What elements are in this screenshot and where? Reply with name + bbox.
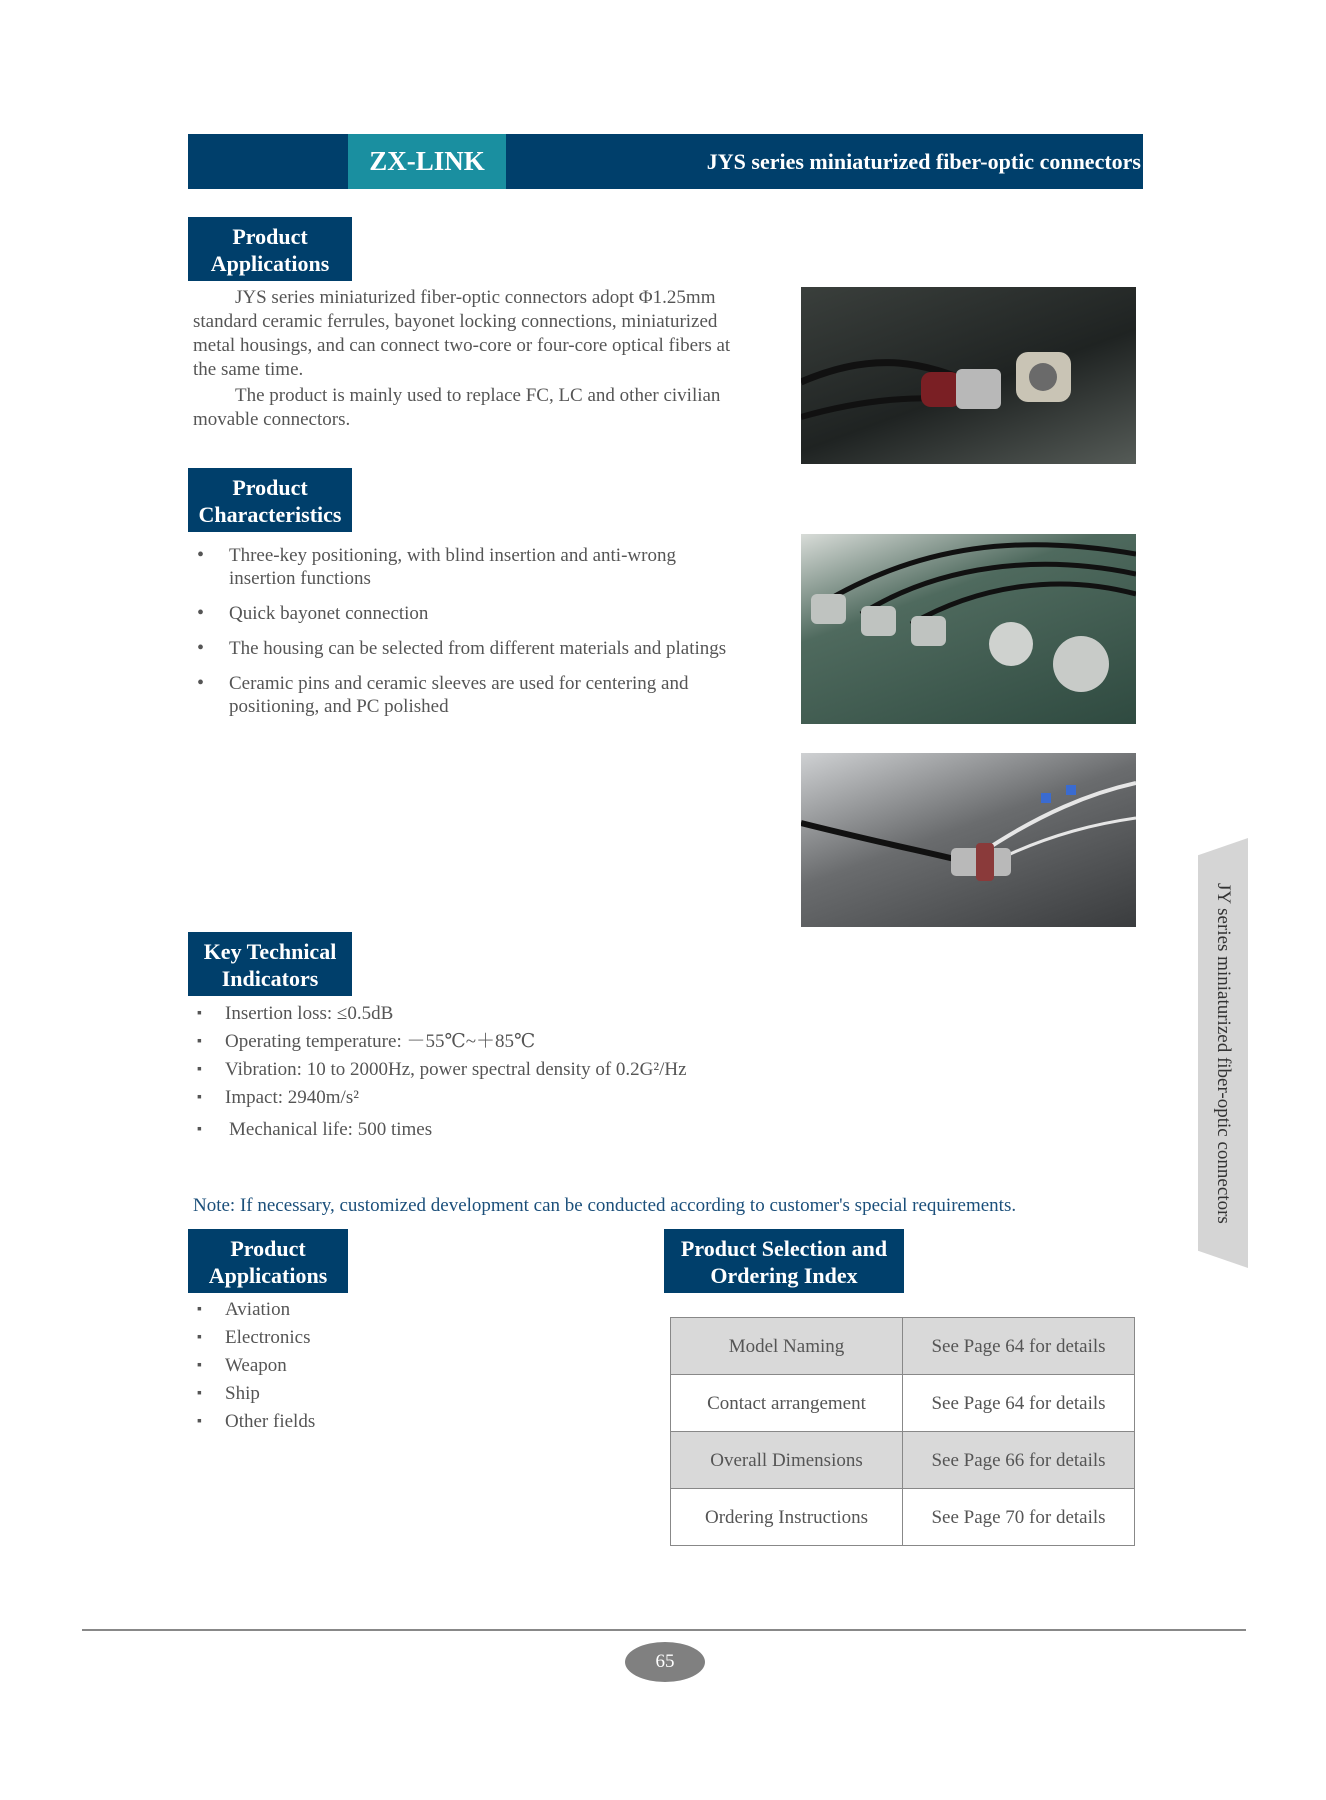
table-row <box>671 1489 1135 1546</box>
list-item: ▪ Impact: 2940m/s² <box>197 1087 359 1108</box>
section-heading-characteristics: Product Characteristics <box>188 468 352 532</box>
table-row <box>671 1318 1135 1375</box>
list-item: ▪ Mechanical life: 500 times <box>197 1119 433 1140</box>
selection-table <box>670 1317 1135 1546</box>
fields-list <box>188 1298 488 1438</box>
applications-paragraph: JYS series miniaturized fiber-optic connectors adopt Φ1.25mm standard ceramic ferrules, bayonet locking connections, miniaturized metal housings, and can connect two-core or four-core optical fibers at the same time. <box>193 287 731 380</box>
list-item: ▪ Vibration: 10 to 2000Hz, power spectral density of 0.2G²/Hz <box>197 1059 687 1080</box>
list-item: • Three-key positioning, with blind insertion and anti-wrong insertion functions <box>197 544 676 589</box>
list-item: ▪ Operating temperature: －55℃~＋85℃ <box>197 1031 536 1052</box>
table-row <box>671 1375 1135 1432</box>
list-item: ▪ Aviation <box>197 1299 291 1320</box>
table-cell-value: See Page 66 for details <box>903 1432 1135 1489</box>
list-item: ▪ Other fields <box>197 1411 316 1432</box>
list-item: ▪ Weapon <box>197 1355 287 1376</box>
table-cell-label: Overall Dimensions <box>671 1432 903 1489</box>
connector-set-photo <box>801 534 1136 724</box>
applications-text <box>193 286 753 432</box>
list-item: ▪ Electronics <box>197 1327 311 1348</box>
section-heading-applications: Product Applications <box>188 217 352 281</box>
table-row <box>671 1432 1135 1489</box>
list-item: • Quick bayonet connection <box>197 602 429 624</box>
mated-connector-photo <box>801 753 1136 927</box>
list-item: • Ceramic pins and ceramic sleeves are used for centering and positioning, and PC polished <box>197 672 689 717</box>
connector-pair-photo <box>801 287 1136 464</box>
list-item: • The housing can be selected from different materials and platings <box>197 637 727 659</box>
section-heading-indicators: Key Technical Indicators <box>188 932 352 996</box>
table-cell-label: Contact arrangement <box>671 1375 903 1432</box>
table-cell-value: See Page 64 for details <box>903 1318 1135 1375</box>
side-tab-label: JY series miniaturized fiber-optic connectors <box>1213 882 1234 1224</box>
mated-connector-illustration <box>801 753 1136 927</box>
page-number: 65 <box>625 1642 705 1682</box>
table-cell-label: Model Naming <box>671 1318 903 1375</box>
table-cell-label: Ordering Instructions <box>671 1489 903 1546</box>
indicators-list <box>188 1002 708 1146</box>
table-cell-value: See Page 64 for details <box>903 1375 1135 1432</box>
applications-paragraph: The product is mainly used to replace FC, LC and other civilian movable connectors. <box>193 385 721 430</box>
header-title: JYS series miniaturized fiber-optic connectors <box>706 149 1141 174</box>
table-cell-value: See Page 70 for details <box>903 1489 1135 1546</box>
list-item: ▪ Ship <box>197 1383 260 1404</box>
list-item: ▪ Insertion loss: ≤0.5dB <box>197 1003 394 1024</box>
connector-set-illustration <box>801 534 1136 724</box>
brand-logo: ZX-LINK <box>348 134 506 189</box>
note-text: Note: If necessary, customized development can be conducted according to customer's special requirements. <box>193 1195 1017 1216</box>
characteristics-list <box>193 544 743 730</box>
section-heading-selection: Product Selection and Ordering Index <box>664 1229 904 1293</box>
footer-divider <box>82 1629 1246 1631</box>
section-heading-fields: Product Applications <box>188 1229 348 1293</box>
connector-pair-illustration <box>801 287 1136 464</box>
